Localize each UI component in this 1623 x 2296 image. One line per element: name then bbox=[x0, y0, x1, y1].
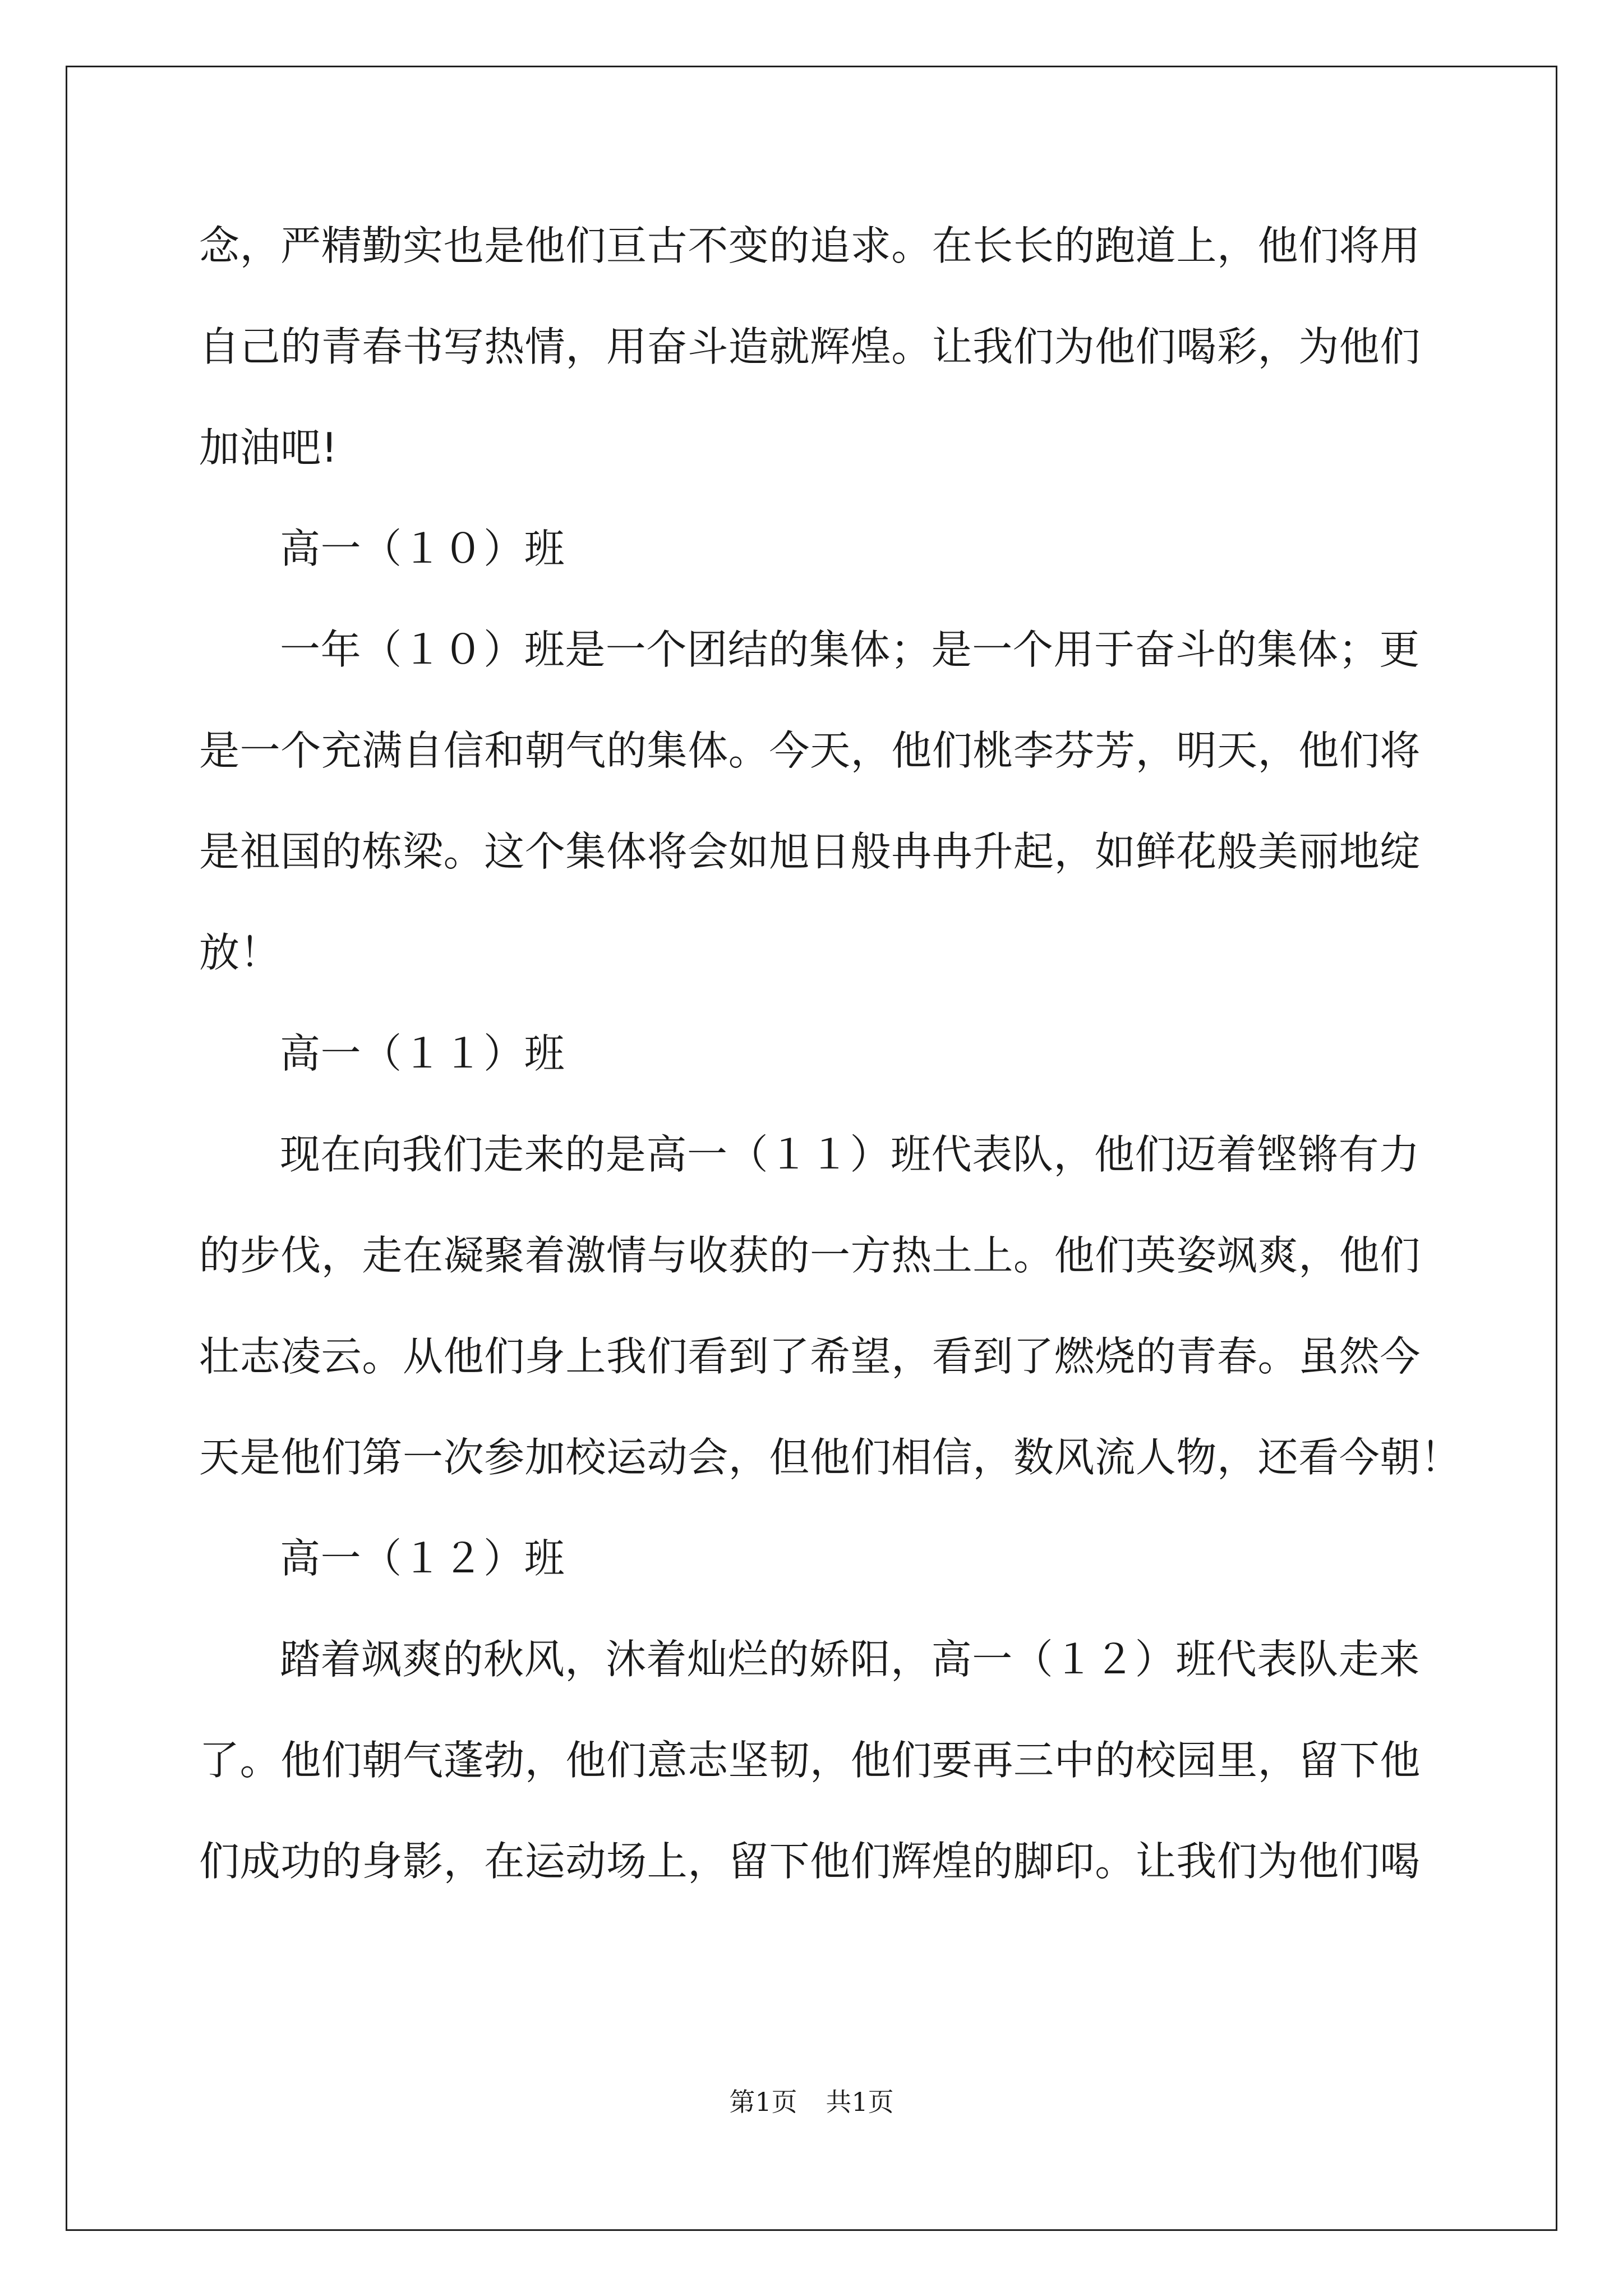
text-line: 了。他们朝气蓬勃，他们意志坚韧，他们要再三中的校园里，留下他 bbox=[199, 1737, 1421, 1784]
text-line: 天是他们第一次参加校运动会，但他们相信，数风流人物，还看今朝！ bbox=[199, 1434, 1461, 1481]
text-line: 放！ bbox=[199, 929, 281, 976]
page-number: 第1页 bbox=[729, 2087, 797, 2117]
text-line: 们成功的身影，在运动场上，留下他们辉煌的脚印。让我们为他们喝 bbox=[199, 1838, 1421, 1885]
section-heading: 高一（１２）班 bbox=[280, 1535, 565, 1582]
text-line: 现在向我们走来的是高一（１１）班代表队，他们迈着铿锵有力 bbox=[280, 1131, 1420, 1178]
text-line: 念，严精勤实也是他们亘古不变的追求。在长长的跑道上，他们将用 bbox=[199, 222, 1421, 269]
section-heading: 高一（１０）班 bbox=[280, 525, 565, 572]
text-line: 是一个充满自信和朝气的集体。今天，他们桃李芬芳，明天，他们将 bbox=[199, 727, 1421, 774]
text-line: 踏着飒爽的秋风，沐着灿烂的娇阳，高一（１２）班代表队走来 bbox=[280, 1636, 1420, 1683]
text-line: 自己的青春书写热情，用奋斗造就辉煌。让我们为他们喝彩，为他们 bbox=[199, 323, 1421, 370]
document-body bbox=[199, 219, 1461, 1888]
section-heading: 高一（１１）班 bbox=[280, 1030, 565, 1077]
page-total: 共1页 bbox=[826, 2087, 894, 2117]
text-line: 是祖国的栋梁。这个集体将会如旭日般冉冉升起，如鲜花般美丽地绽 bbox=[199, 828, 1421, 875]
text-line: 的步伐，走在凝聚着激情与收获的一方热土上。他们英姿飒爽，他们 bbox=[199, 1232, 1421, 1279]
text-line: 一年（１０）班是一个团结的集体；是一个用于奋斗的集体；更 bbox=[280, 626, 1420, 673]
page-footer bbox=[0, 2085, 1623, 2119]
text-line: 加油吧! bbox=[199, 424, 338, 471]
text-line: 壮志凌云。从他们身上我们看到了希望，看到了燃烧的青春。虽然今 bbox=[199, 1333, 1421, 1380]
